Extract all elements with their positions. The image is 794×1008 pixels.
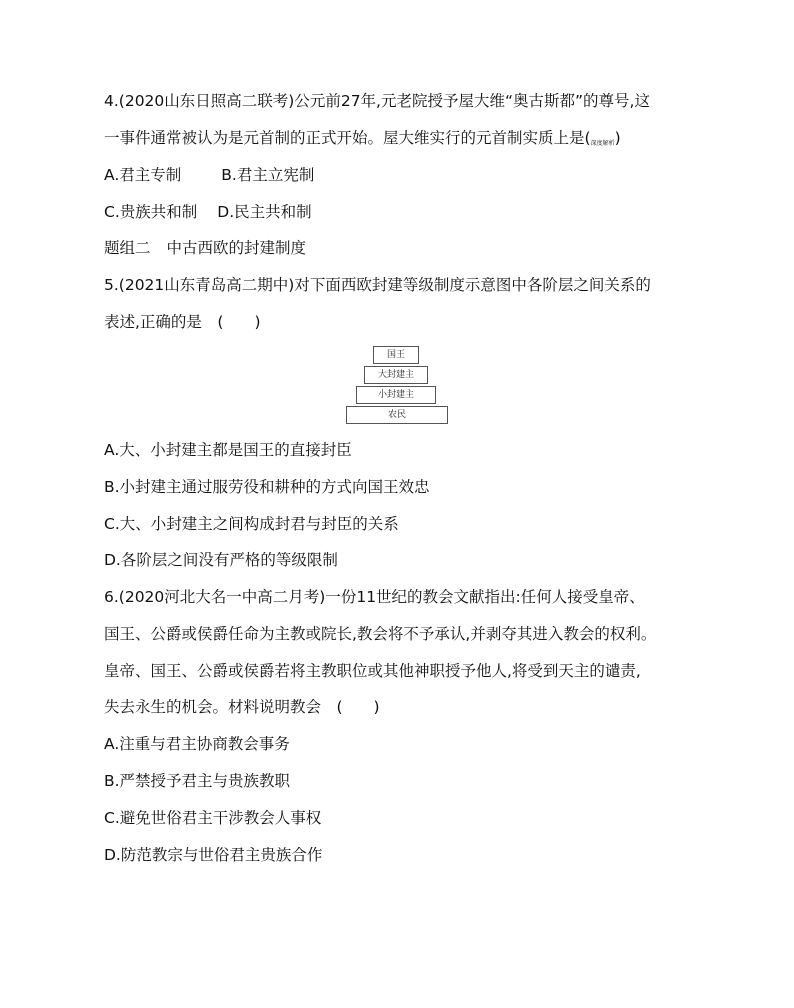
q6-stem-line-4: 失去永生的机会。材料说明教会 ( ) <box>104 698 380 716</box>
diagram-level-peasants: 农民 <box>346 406 448 424</box>
q6-stem-line-3: 皇帝、国王、公爵或侯爵若将主教职位或其他神职授予他人,将受到天主的谴责, <box>104 662 641 680</box>
q5-option-b[interactable]: B.小封建主通过服劳役和耕种的方式向国王效忠 <box>104 478 430 496</box>
q4-stem-line-1: 4.(2020山东日照高二联考)公元前27年,元老院授予屋大维“奥古斯都”的尊号,这 <box>104 92 650 110</box>
section-title: 中古西欧的封建制度 <box>166 239 307 257</box>
q6-stem-line-2: 国王、公爵或侯爵任命为主教或院长,教会将不予承认,并剥夺其进入教会的权利。 <box>104 625 657 643</box>
q4-option-a[interactable]: A.君主专制 <box>104 166 182 184</box>
feudal-hierarchy-diagram <box>346 346 448 426</box>
q6-option-c[interactable]: C.避免世俗君主干涉教会人事权 <box>104 809 322 827</box>
q6-stem-line-1: 6.(2020河北大名一中高二月考)一份11世纪的教会文献指出:任何人接受皇帝、 <box>104 588 645 606</box>
q6-option-a[interactable]: A.注重与君主协商教会事务 <box>104 735 290 753</box>
q4-option-b[interactable]: B.君主立宪制 <box>221 166 315 184</box>
q5-option-c[interactable]: C.大、小封建主之间构成封君与封臣的关系 <box>104 515 399 533</box>
deep-analysis-tag[interactable]: 深度解析 <box>590 140 615 147</box>
q5-option-a[interactable]: A.大、小封建主都是国王的直接封臣 <box>104 441 352 459</box>
diagram-level-king: 国王 <box>373 346 419 364</box>
q4-option-c[interactable]: C.贵族共和制 <box>104 203 198 221</box>
diagram-level-lesser-lords: 小封建主 <box>356 386 436 404</box>
q5-stem-line-1: 5.(2021山东青岛高二期中)对下面西欧封建等级制度示意图中各阶层之间关系的 <box>104 276 651 294</box>
q6-option-d[interactable]: D.防范教宗与世俗君主贵族合作 <box>104 846 323 864</box>
diagram-level-great-lords: 大封建主 <box>364 366 428 384</box>
q4-option-d[interactable]: D.民主共和制 <box>217 203 312 221</box>
q4-stem-line-2-text: 一事件通常被认为是元首制的正式开始。屋大维实行的元首制实质上是( <box>104 129 591 147</box>
q5-stem-line-2: 表述,正确的是 ( ) <box>104 313 261 331</box>
section-heading <box>104 238 306 258</box>
q5-option-d[interactable]: D.各阶层之间没有严格的等级限制 <box>104 551 338 569</box>
q4-options-row-1 <box>104 165 314 185</box>
q4-answer-paren-close: ) <box>614 129 621 147</box>
q6-option-b[interactable]: B.严禁授予君主与贵族教职 <box>104 772 291 790</box>
q4-options-row-2 <box>104 202 312 222</box>
section-label: 题组二 <box>104 239 151 257</box>
q4-stem-line-2 <box>104 128 621 154</box>
